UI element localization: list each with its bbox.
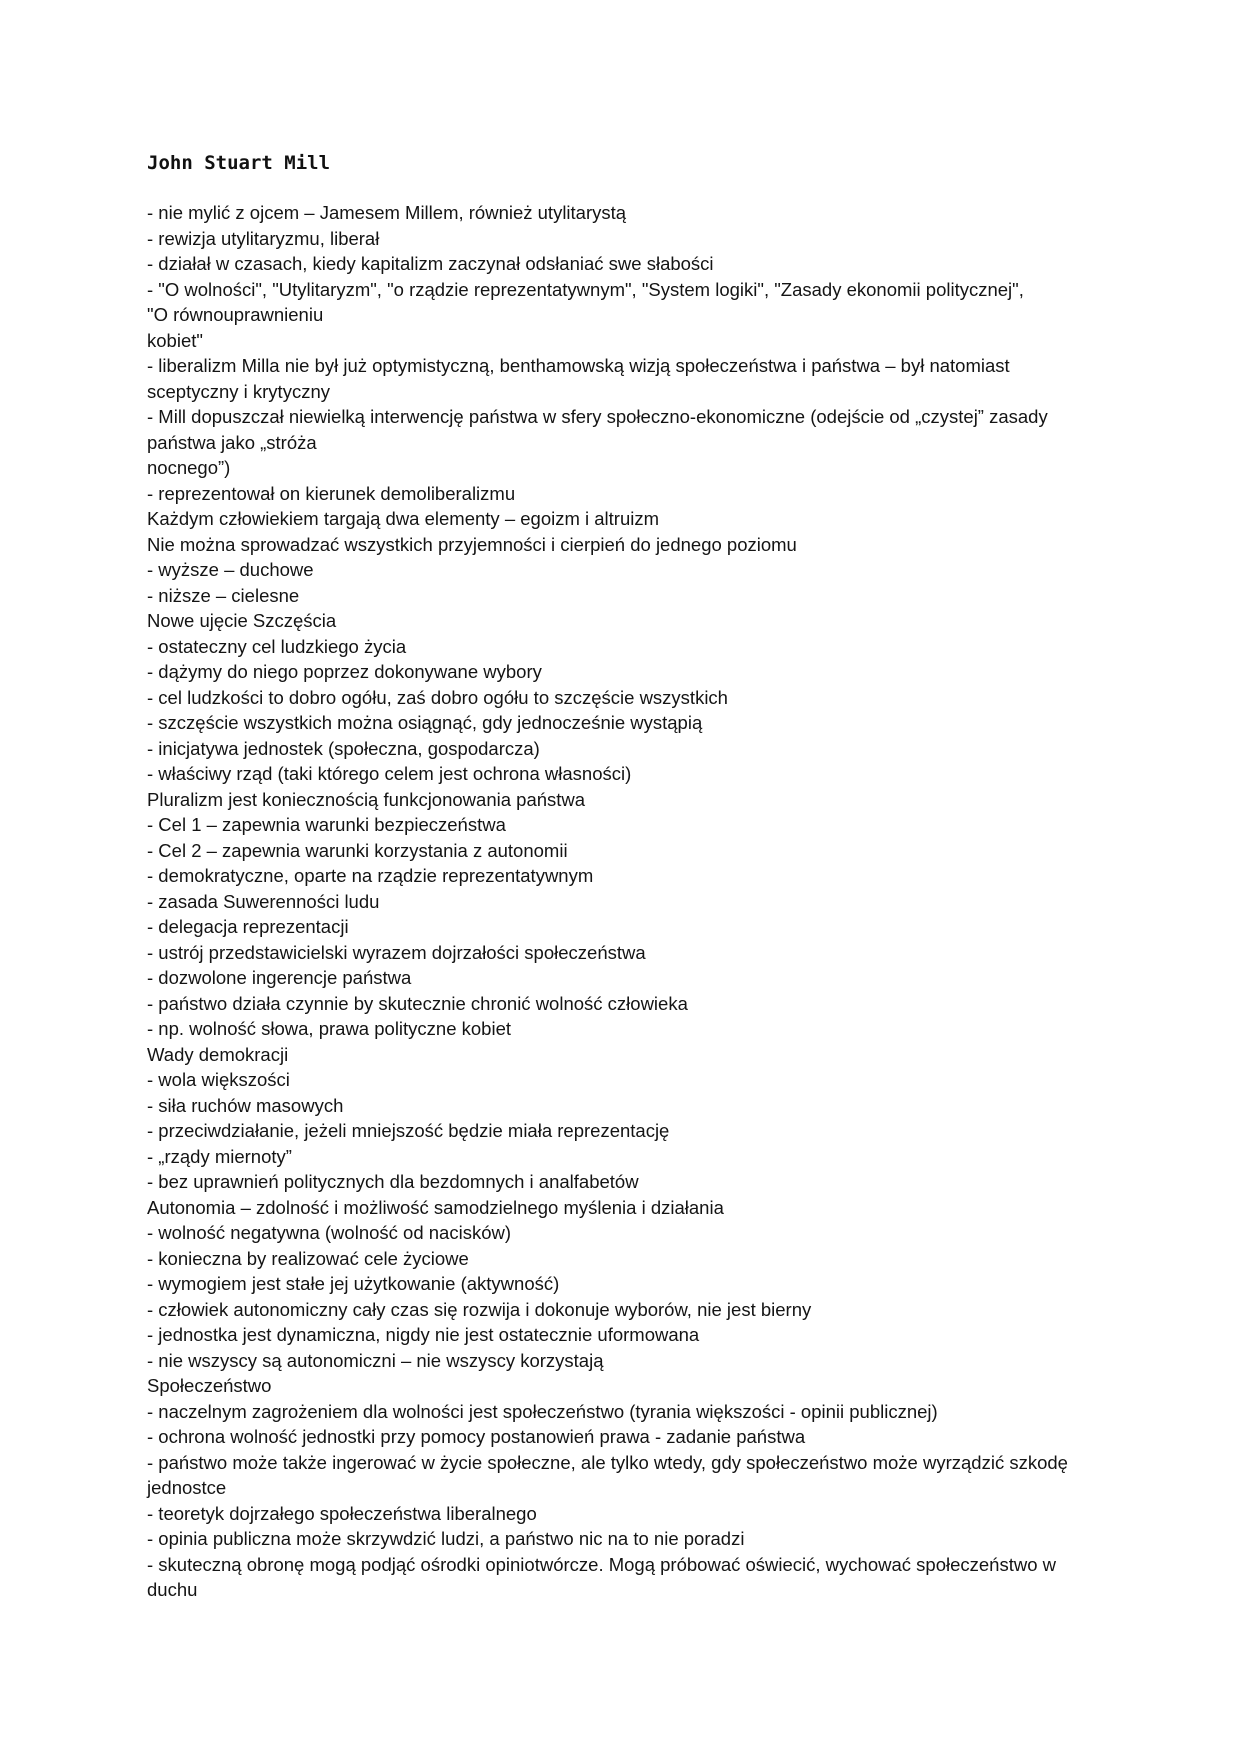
text-line: - wyższe – duchowe bbox=[147, 559, 314, 580]
text-line: - „rządy miernoty” bbox=[147, 1145, 292, 1167]
text-line: duchu bbox=[147, 1579, 198, 1600]
text-line: nocnego”) bbox=[147, 457, 231, 478]
text-line: - naczelnym zagrożeniem dla wolności jest społeczeństwo (tyrania większości - opinii publicznej) bbox=[147, 1400, 938, 1422]
text-line: - Cel 1 – zapewnia warunki bezpieczeństwa bbox=[147, 814, 506, 835]
text-line: Autonomia – zdolność i możliwość samodzielnego myślenia i działania bbox=[147, 1196, 724, 1218]
text-line: - niższe – cielesne bbox=[147, 584, 300, 606]
text-line: - opinia publiczna może skrzywdzić ludzi, a państwo nic na to nie poradzi bbox=[147, 1528, 745, 1549]
text-line: Wady demokracji bbox=[147, 1043, 289, 1065]
text-line: sceptyczny i krytyczny bbox=[147, 380, 330, 402]
text-line: - szczęście wszystkich można osiągnąć, gdy jednocześnie wystąpią bbox=[147, 712, 703, 733]
text-line: - człowiek autonomiczny cały czas się rozwija i dokonuje wyborów, nie jest bierny bbox=[147, 1298, 812, 1320]
text-line: Nowe ujęcie Szczęścia bbox=[147, 610, 337, 631]
text-line: - delegacja reprezentacji bbox=[147, 916, 349, 937]
text-body bbox=[147, 200, 1107, 1603]
text-line: - dążymy do niego poprzez dokonywane wybory bbox=[147, 661, 542, 682]
text-line: - siła ruchów masowych bbox=[147, 1094, 344, 1116]
text-line: - wolność negatywna (wolność od nacisków) bbox=[147, 1222, 512, 1243]
text-line: - nie mylić z ojcem – Jamesem Millem, również utylitarystą bbox=[147, 202, 627, 223]
text-line: - np. wolność słowa, prawa polityczne kobiet bbox=[147, 1018, 512, 1039]
text-line: - działał w czasach, kiedy kapitalizm zaczynał odsłaniać swe słabości bbox=[147, 253, 714, 274]
text-line: - ostateczny cel ludzkiego życia bbox=[147, 635, 407, 657]
text-line: - ustrój przedstawicielski wyrazem dojrzałości społeczeństwa bbox=[147, 941, 646, 963]
text-line: jednostce bbox=[147, 1477, 227, 1498]
text-line: Nie można sprowadzać wszystkich przyjemności i cierpień do jednego poziomu bbox=[147, 533, 797, 555]
text-line: - jednostka jest dynamiczna, nigdy nie jest ostatecznie uformowana bbox=[147, 1324, 700, 1345]
text-line: - bez uprawnień politycznych dla bezdomnych i analfabetów bbox=[147, 1171, 639, 1192]
text-line: - dozwolone ingerencje państwa bbox=[147, 967, 412, 988]
text-line: - nie wszyscy są autonomiczni – nie wszyscy korzystają bbox=[147, 1349, 604, 1371]
text-line: - cel ludzkości to dobro ogółu, zaś dobro ogółu to szczęście wszystkich bbox=[147, 686, 728, 708]
text-line: - reprezentował on kierunek demoliberalizmu bbox=[147, 482, 516, 504]
text-line: Pluralizm jest koniecznością funkcjonowania państwa bbox=[147, 788, 586, 810]
text-line: - rewizja utylitaryzmu, liberał bbox=[147, 227, 380, 249]
text-line: - państwo może także ingerować w życie społeczne, ale tylko wtedy, gdy społeczeństwo może wyrządzić szkodę bbox=[147, 1451, 1068, 1473]
text-line: - inicjatywa jednostek (społeczna, gospodarcza) bbox=[147, 737, 540, 759]
text-line: - teoretyk dojrzałego społeczeństwa liberalnego bbox=[147, 1502, 537, 1524]
text-line: - wymogiem jest stałe jej użytkowanie (aktywność) bbox=[147, 1273, 560, 1294]
text-line: - Mill dopuszczał niewielką interwencję państwa w sfery społeczno-ekonomiczne (odejście od „czystej” zasady bbox=[147, 406, 1048, 427]
text-line: - "O wolności", "Utylitaryzm", "o rządzie reprezentatywnym", "System logiki", "Zasady ekonomii politycznej", bbox=[147, 278, 1024, 300]
text-line: - skuteczną obronę mogą podjąć ośrodki opiniotwórcze. Mogą próbować oświecić, wychować społeczeństwo w bbox=[147, 1553, 1057, 1575]
text-line: - wola większości bbox=[147, 1069, 290, 1090]
text-line: - liberalizm Milla nie był już optymistyczną, benthamowską wizją społeczeństwa i państwa – był natomiast bbox=[147, 355, 1010, 376]
text-line: Każdym człowiekiem targają dwa elementy – egoizm i altruizm bbox=[147, 508, 660, 529]
text-line: - demokratyczne, oparte na rządzie reprezentatywnym bbox=[147, 865, 594, 886]
page-title: John Stuart Mill bbox=[147, 152, 331, 174]
text-line: - właściwy rząd (taki którego celem jest ochrona własności) bbox=[147, 763, 632, 784]
text-line: - Cel 2 – zapewnia warunki korzystania z autonomii bbox=[147, 839, 568, 861]
text-line: kobiet" bbox=[147, 329, 203, 351]
text-line: - zasada Suwerenności ludu bbox=[147, 890, 380, 912]
text-line: państwa jako „stróża bbox=[147, 431, 317, 453]
text-line: Społeczeństwo bbox=[147, 1375, 272, 1396]
text-line: - ochrona wolność jednostki przy pomocy postanowień prawa - zadanie państwa bbox=[147, 1426, 806, 1447]
text-line: - państwo działa czynnie by skutecznie chronić wolność człowieka bbox=[147, 992, 688, 1014]
text-line: - konieczna by realizować cele życiowe bbox=[147, 1247, 469, 1269]
text-line: "O równouprawnieniu bbox=[147, 304, 324, 325]
text-line: - przeciwdziałanie, jeżeli mniejszość będzie miała reprezentację bbox=[147, 1120, 670, 1141]
